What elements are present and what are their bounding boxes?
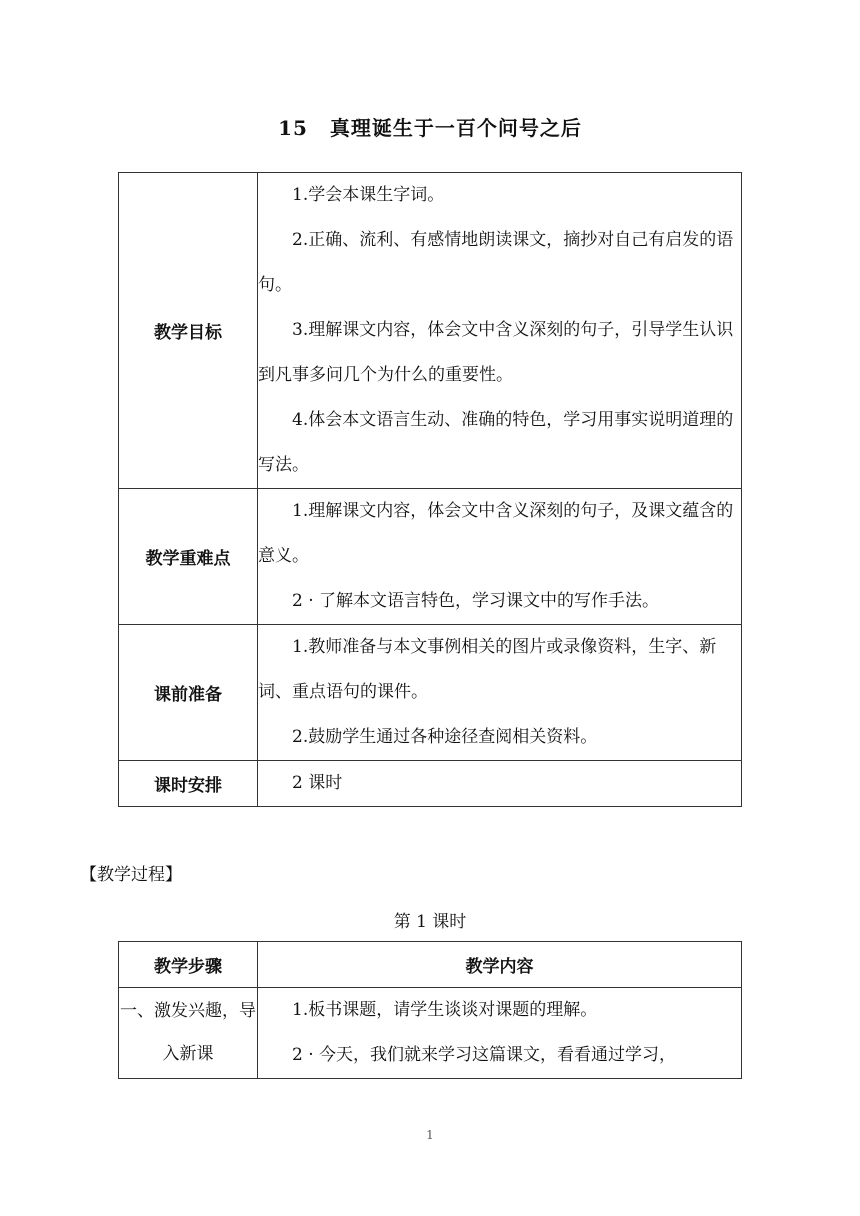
section-heading: 【教学过程】	[80, 865, 182, 885]
column-header-content: 教学内容	[258, 942, 742, 988]
paragraph: 3.理解课文内容，体会文中含义深刻的句子，引导学生认识到凡事多问几个为什么的重要性。	[258, 320, 734, 385]
table-row	[119, 625, 742, 761]
table-header-row	[119, 942, 742, 988]
page-title	[0, 112, 860, 141]
row-label-schedule: 课时安排	[119, 761, 258, 807]
table-row	[119, 988, 742, 1079]
paragraph: 2 · 了解本文语言特色，学习课文中的写作手法。	[292, 591, 660, 611]
page-number: 1	[426, 1128, 434, 1142]
paragraph: 2 · 今天，我们就来学习这篇课文，看看通过学习，	[292, 1045, 677, 1065]
table-row	[119, 489, 742, 625]
row-label-key-points: 教学重难点	[119, 489, 258, 625]
objectives-content	[258, 173, 742, 489]
paragraph: 1.理解课文内容，体会文中含义深刻的句子，及课文蕴含的意义。	[258, 501, 734, 566]
lesson-heading: 第 1 课时	[393, 912, 467, 932]
preparation-content	[258, 625, 742, 761]
paragraph: 1.教师准备与本文事例相关的图片或录像资料，生字、新词、重点语句的课件。	[258, 637, 717, 702]
key-points-content	[258, 489, 742, 625]
paragraph: 1.学会本课生字词。	[292, 185, 445, 205]
paragraph: 1.板书课题，请学生谈谈对课题的理解。	[292, 1000, 598, 1020]
teaching-process-table	[118, 941, 742, 1079]
row-label-objectives: 教学目标	[119, 173, 258, 489]
paragraph: 4.体会本文语言生动、准确的特色，学习用事实说明道理的写法。	[258, 410, 734, 475]
paragraph: 2.正确、流利、有感情地朗读课文，摘抄对自己有启发的语句。	[258, 230, 734, 295]
paragraph: 2.鼓励学生通过各种途径查阅相关资料。	[292, 727, 598, 747]
lesson-info-table	[118, 172, 742, 807]
table-row	[119, 173, 742, 489]
column-header-steps: 教学步骤	[119, 942, 258, 988]
title-number: 15	[278, 116, 308, 140]
paragraph: 2 课时	[292, 773, 343, 793]
step-content	[258, 988, 742, 1079]
schedule-content	[258, 761, 742, 807]
row-label-preparation: 课前准备	[119, 625, 258, 761]
title-text: 真理诞生于一百个问号之后	[329, 116, 582, 140]
step-cell: 一、激发兴趣，导入新课	[119, 988, 258, 1079]
table-row	[119, 761, 742, 807]
